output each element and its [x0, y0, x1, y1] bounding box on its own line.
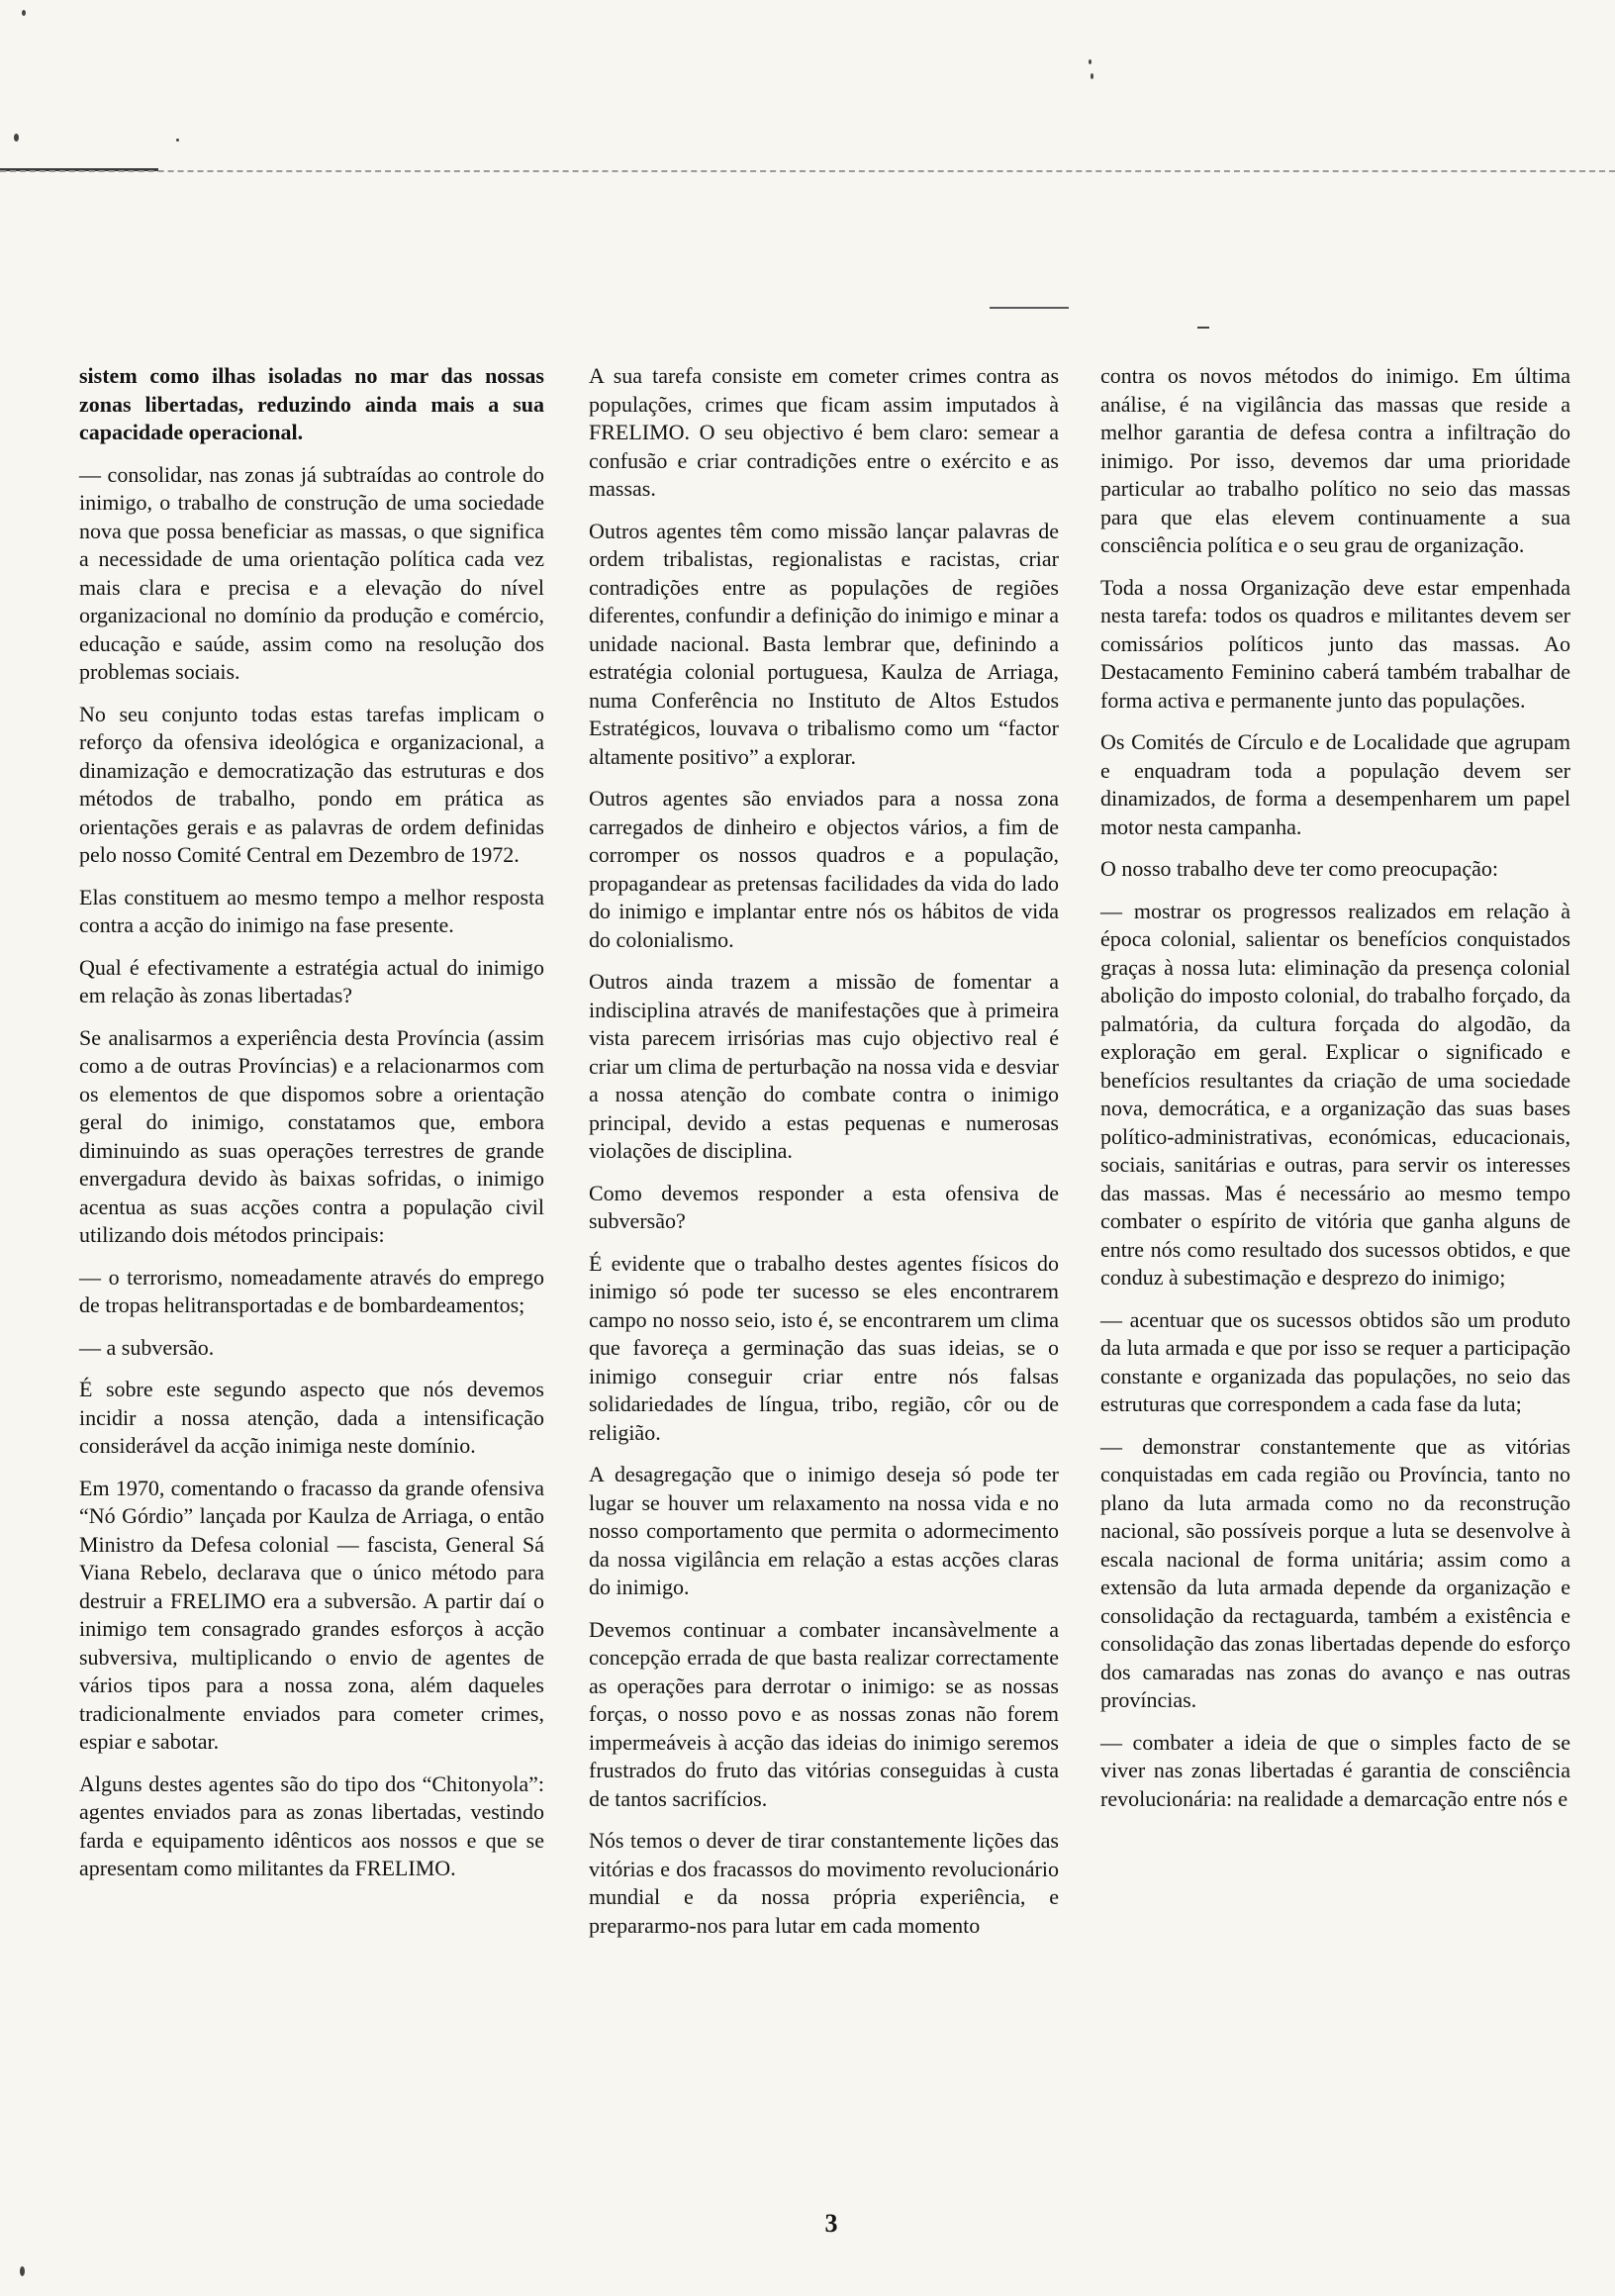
- paragraph: — o terrorismo, nomeadamente através do emprego de tropas helitransportadas e de bombardeamentos;: [79, 1264, 544, 1317]
- column-2: [589, 362, 1059, 1954]
- paragraph: Nós temos o dever de tirar constantemente lições das vitórias e dos fracassos do movimento revolucionário mundial e da nossa própria experiência, e prepararmo-nos para lutar em cada momento: [589, 1828, 1059, 1938]
- column-3: [1100, 362, 1570, 1827]
- paragraph: No seu conjunto todas estas tarefas implicam o reforço da ofensiva ideológica e organizacional, a dinamização e democratização das estruturas e dos métodos de trabalho, pondo em prática as orientações gerais e as palavras de ordem definidas pelo nosso Comité Central em Dezembro de 1972.: [79, 701, 544, 867]
- page-number: 3: [824, 2209, 838, 2238]
- paragraph: Outros agentes têm como missão lançar palavras de ordem tribalistas, regionalistas e racistas, criar contradições entre as populações de regiões diferentes, confundir a definição do inimigo e minar a unidade nacional. Basta lembrar que, definindo a estratégia colonial portuguesa, Kaulza de Arriaga, numa Conferência no Instituto de Altos Estudos Estratégicos, louvava o tribalismo como um “factor altamente positivo” a explorar.: [589, 518, 1059, 769]
- scan-speck: [176, 139, 179, 142]
- paragraph: Como devemos responder a esta ofensiva de subversão?: [589, 1180, 1059, 1233]
- paragraph: É evidente que o trabalho destes agentes físicos do inimigo só pode ter sucesso se eles encontrarem campo no nosso seio, isto é, se encontrarem um clima que favoreça a germinação das suas ideias, se o inimigo conseguir criar entre nós falsas solidariedades de língua, tribo, região, côr ou de religião.: [589, 1250, 1059, 1445]
- paragraph: Em 1970, comentando o fracasso da grande ofensiva “Nó Górdio” lançada por Kaulza de Arriaga, o então Ministro da Defesa colonial — fascista, General Sá Viana Rebelo, declarava que o único método para destruir a FRELIMO era a subversão. A partir daí o inimigo tem consagrado grandes esforços à acção subversiva, multiplicando o envio de agentes de vários tipos para a nossa zona, além daqueles tradicionalmente enviados para cometer crimes, espiar e sabotar.: [79, 1475, 544, 1754]
- scan-speck: [20, 2266, 25, 2276]
- paragraph: sistem como ilhas isoladas no mar das nossas zonas libertadas, reduzindo ainda mais a sua capacidade operacional.: [79, 363, 544, 444]
- paragraph: Alguns destes agentes são do tipo dos “Chitonyola”: agentes enviados para as zonas libertadas, vestindo farda e equipamento idênticos aos nossos e que se apresentam como militantes da FRELIMO.: [79, 1770, 544, 1880]
- paragraph: Os Comités de Círculo e de Localidade que agrupam e enquadram toda a população devem ser dinamizados, de forma a desempenharem um papel motor nesta campanha.: [1100, 729, 1570, 839]
- paragraph: A desagregação que o inimigo deseja só pode ter lugar se houver um relaxamento na nossa vida e no nosso comportamento que permita o adormecimento da nossa vigilância em relação a estas acções claras do inimigo.: [589, 1462, 1059, 1599]
- paragraph: — acentuar que os sucessos obtidos são um produto da luta armada e que por isso se requer a participação constante e organizada das populações, no seio das estruturas que correspondem a cada fase da luta;: [1100, 1306, 1570, 1416]
- paragraph: Outros agentes são enviados para a nossa zona carregados de dinheiro e objectos vários, a fim de corromper os nossos quadros e a população, propagandear as pretensas facilidades da vida do lado do inimigo e implantar entre nós os hábitos de vida do colonialismo.: [589, 786, 1059, 952]
- paragraph: Outros ainda trazem a missão de fomentar a indisciplina através de manifestações que à primeira vista parecem irrisórias mas cujo objectivo real é criar um clima de perturbação na nossa vida e desviar a nossa atenção do combate contra o inimigo principal, devido a estas pequenas e numerosas violações de disciplina.: [589, 969, 1059, 1163]
- paragraph: A sua tarefa consiste em cometer crimes contra as populações, crimes que ficam assim imputados à FRELIMO. O seu objectivo é bem claro: semear a confusão e criar contradições entre o exército e as massas.: [589, 363, 1059, 501]
- paragraph: Qual é efectivamente a estratégia actual do inimigo em relação às zonas libertadas?: [79, 954, 544, 1007]
- paragraph: É sobre este segundo aspecto que nós devemos incidir a nossa atenção, dada a intensificação considerável da acção inimiga neste domínio.: [79, 1377, 544, 1458]
- paragraph: — demonstrar constantemente que as vitórias conquistadas em cada região ou Província, tanto no plano da luta armada como no da reconstrução nacional, são possíveis porque a luta se desenvolve à escala nacional de forma unitária; assim como a extensão da luta armada depende da organização e consolidação da rectaguarda, também a existência e consolidação das zonas libertadas depende do esforço dos camaradas nas zonas do avanço e nas outras províncias.: [1100, 1433, 1570, 1712]
- paragraph: O nosso trabalho deve ter como preocupação:: [1100, 856, 1498, 881]
- scan-speck: [1197, 327, 1209, 329]
- paragraph: contra os novos métodos do inimigo. Em última análise, é na vigilância das massas que reside a melhor garantia de defesa contra a infiltração do inimigo. Por isso, devemos dar uma prioridade particular ao trabalho político no seio das massas para que elas elevem continuamente a sua consciência política e o seu grau de organização.: [1100, 363, 1570, 557]
- top-rule: [0, 170, 1615, 172]
- paragraph: — mostrar os progressos realizados em relação à época colonial, salientar os benefícios conquistados graças à nossa luta: eliminação da presença colonial abolição do imposto colonial, do trabalho forçado, da palmatória, da cultura forçada do algodão, da exploração em geral. Explicar o significado e benefícios resultantes da criação de uma sociedade nova, democrática, e a organização das suas bases político-administrativas, económicas, educacionais, sociais, sanitárias e outras, para servir os interesses das massas. Mas é necessário ao mesmo tempo combater o espírito de vitória que ganha alguns de entre nós como resultado dos sucessos obtidos, e que conduz à subestimação e desprezo do inimigo;: [1100, 898, 1570, 1290]
- paragraph: — consolidar, nas zonas já subtraídas ao controle do inimigo, o trabalho de construção de uma sociedade nova que possa beneficiar as massas, o que significa a necessidade de uma orientação política cada vez mais clara e precisa e a elevação do nível organizacional no domínio da produção e comércio, educação e saúde, assim como na resolução dos problemas sociais.: [79, 461, 544, 684]
- scan-speck: [22, 10, 26, 16]
- separator-dash: [990, 307, 1069, 309]
- column-1: [79, 362, 544, 1897]
- paragraph: — combater a ideia de que o simples facto de se viver nas zonas libertadas é garantia de consciência revolucionária: na realidade a demarcação entre nós e: [1100, 1729, 1570, 1811]
- paragraph: Elas constituem ao mesmo tempo a melhor resposta contra a acção do inimigo na fase presente.: [79, 884, 544, 937]
- scan-speck: [1089, 59, 1092, 64]
- paragraph: — a subversão.: [79, 1334, 215, 1360]
- paragraph: Toda a nossa Organização deve estar empenhada nesta tarefa: todos os quadros e militantes devem ser comissários políticos junto das massas. Ao Destacamento Feminino caberá também trabalhar de forma activa e permanente junto das populações.: [1100, 574, 1570, 713]
- paragraph: Devemos continuar a combater incansàvelmente a concepção errada de que basta realizar correctamente as operações para derrotar o inimigo: se as nossas forças, o nosso povo e as nossas zonas não forem impermeáveis à acção das ideias do inimigo seremos frustrados do fruto das vitórias conseguidas à custa de tantos sacrifícios.: [589, 1616, 1059, 1811]
- scan-speck: [1091, 73, 1093, 79]
- scan-speck: [14, 134, 19, 142]
- paragraph: Se analisarmos a experiência desta Província (assim como a de outras Províncias) e a relacionarmos com os elementos de que dispomos sobre a orientação geral do inimigo, constatamos que, embora diminuindo as suas operações terrestres de grande envergadura devido às baixas sofridas, o inimigo acentua as suas acções contra a população civil utilizando dois métodos principais:: [79, 1024, 544, 1247]
